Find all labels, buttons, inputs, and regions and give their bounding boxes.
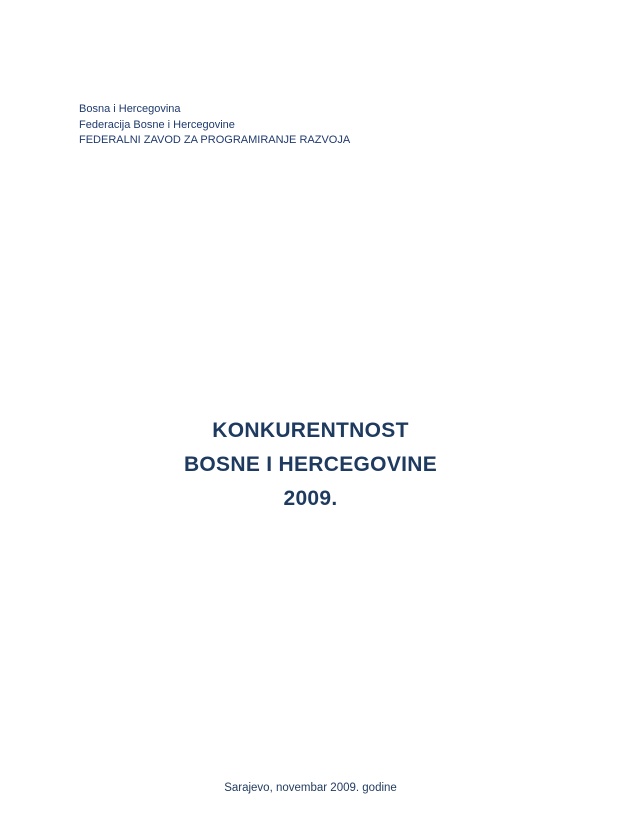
header-institute: FEDERALNI ZAVOD ZA PROGRAMIRANJE RAZVOJA: [79, 134, 351, 146]
title-line-2: BOSNE I HERCEGOVINE: [183, 453, 438, 476]
title-line-3: 2009.: [283, 487, 338, 510]
document-title: [0, 414, 621, 516]
place-and-date: Sarajevo, novembar 2009. godine: [224, 782, 397, 794]
issuer-header: [79, 102, 350, 149]
header-country: Bosna i Hercegovina: [79, 103, 181, 115]
header-federation: Federacija Bosne i Hercegovine: [79, 118, 235, 131]
title-line-1: KONKURENTNOST: [212, 419, 409, 442]
